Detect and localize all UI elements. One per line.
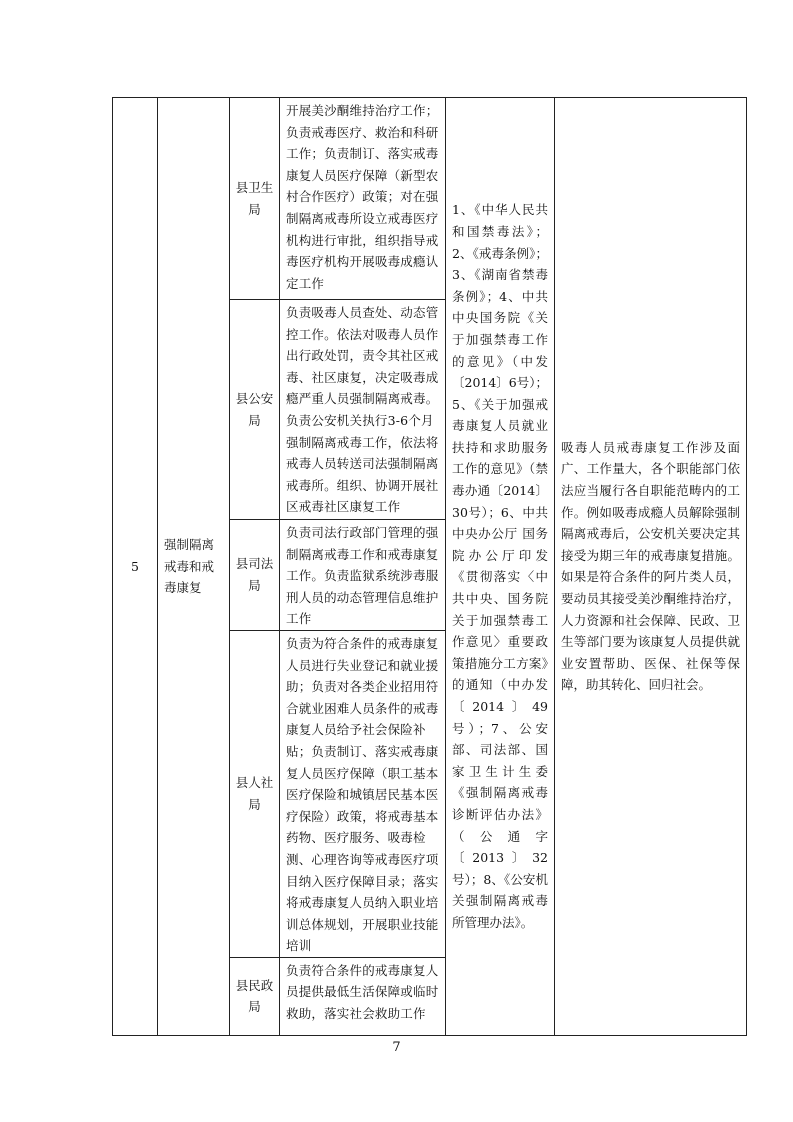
duty-cell: 开展美沙酮维持治疗工作；负责戒毒医疗、救治和科研工作；负责制订、落实戒毒康复人员医疗保障（新型农村合作医疗）政策；对在强制隔离戒毒所设立戒毒医疗机构进行审批，组织指导戒毒医疗机构开展吸毒成瘾认定工作 <box>280 98 446 300</box>
duty-cell: 负责符合条件的戒毒康复人员提供最低生活保障或临时救助，落实社会救助工作 <box>280 957 446 1035</box>
department-cell: 县人社局 <box>230 630 280 957</box>
legal-basis-cell: 1、《中华人民共和国禁毒法》；2、《戒毒条例》；3、《湖南省禁毒条例》；4、中共中央国务院《关于加强禁毒工作的意见》（中发〔2014〕6号）；5、《关于加强戒毒康复人员就业扶持和求助服务工作的意见》（禁毒办通〔2014〕30号）；6、中共中央办公厅 国务院办公厅印发《贯彻落实〈中共中央、国务院关于加强禁毒工作意见〉重要政策措施分工方案》的通知（中办发〔2014〕49号）；7、公安部、司法部、国家卫生计生委《强制隔离戒毒诊断评估办法》（公通字〔2013〕32号）；8、《公安机关强制隔离戒毒所管理办法》。 <box>446 98 555 1036</box>
remarks-cell: 吸毒人员戒毒康复工作涉及面广、工作量大，各个职能部门依法应当履行各自职能范畴内的工作。例如吸毒成瘾人员解除强制隔离戒毒后，公安机关要决定其接受为期三年的戒毒康复措施。如果是符合条件的阿片类人员，要动员其接受美沙酮维持治疗，人力资源和社会保障、民政、卫生等部门要为该康复人员提供就业安置帮助、医保、社保等保障，助其转化、回归社会。 <box>555 98 747 1036</box>
page-number: 7 <box>392 1040 401 1055</box>
department-cell: 县民政局 <box>230 957 280 1035</box>
row-number-cell: 5 <box>113 98 158 1036</box>
duty-cell: 负责吸毒人员查处、动态管控工作。依法对吸毒人员作出行政处罚，责令其社区戒毒、社区康复，决定吸毒成瘾严重人员强制隔离戒毒。负责公安机关执行3-6个月强制隔离戒毒工作，依法将戒毒人员转送司法强制隔离戒毒所。组织、协调开展社区戒毒社区康复工作 <box>280 300 446 520</box>
duty-cell: 负责司法行政部门管理的强制隔离戒毒工作和戒毒康复工作。负责监狱系统涉毒服刑人员的动态管理信息维护工作 <box>280 520 446 631</box>
table-row <box>113 98 747 300</box>
responsibility-table <box>112 97 747 1036</box>
item-name-cell: 强制隔离戒毒和戒毒康复 <box>158 98 230 1036</box>
duty-cell: 负责为符合条件的戒毒康复人员进行失业登记和就业援助；负责对各类企业招用符合就业困难人员条件的戒毒康复人员给予社会保险补贴；负责制订、落实戒毒康复人员医疗保障（职工基本医疗保险和城镇居民基本医疗保险）政策，将戒毒基本药物、医疗服务、吸毒检测、心理咨询等戒毒医疗项目纳入医疗保障目录；落实将戒毒康复人员纳入职业培训总体规划，开展职业技能培训 <box>280 630 446 957</box>
department-cell: 县司法局 <box>230 520 280 631</box>
department-cell: 县卫生局 <box>230 98 280 300</box>
department-cell: 县公安局 <box>230 300 280 520</box>
